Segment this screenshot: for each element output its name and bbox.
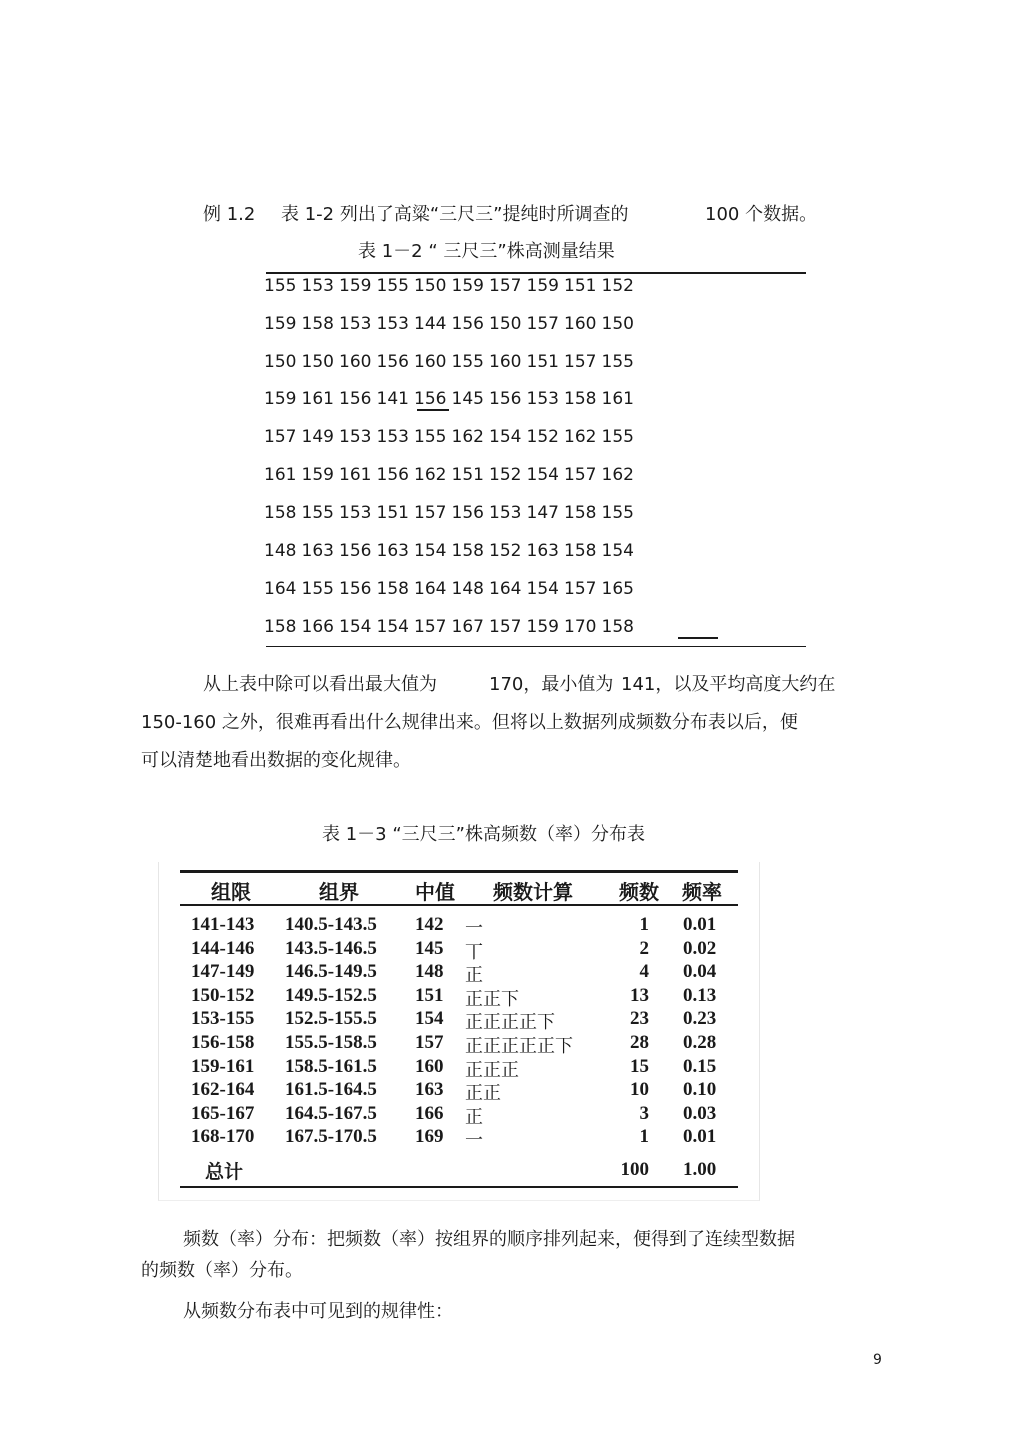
freq-table-top-rule xyxy=(180,870,738,873)
cell-rate: 0.10 xyxy=(683,1079,717,1101)
cell-limit: 162-164 xyxy=(191,1079,255,1101)
paragraph-1-line-1a: 从上表中除可以看出最大值为 xyxy=(203,674,437,695)
cell-tally: 一 xyxy=(465,1130,483,1152)
data-cell: 155 xyxy=(601,427,634,447)
data-cell: 157 xyxy=(564,352,597,372)
cell-tally: 一 xyxy=(465,918,483,939)
cell-tally: 正正 xyxy=(465,1083,501,1105)
paragraph-2-line-2: 的频数（率）分布。 xyxy=(141,1260,303,1281)
data-cell: 157 xyxy=(526,314,559,334)
data-row xyxy=(264,503,639,523)
paragraph-1-line-1c: 141，以及平均高度大约在 xyxy=(621,674,836,695)
underline-mark-2 xyxy=(678,637,718,639)
cell-bound: 167.5-170.5 xyxy=(285,1126,377,1148)
cell-freq: 23 xyxy=(630,1008,649,1030)
cell-freq: 1 xyxy=(639,1126,649,1148)
data-cell: 152 xyxy=(489,465,522,485)
data-cell: 163 xyxy=(526,541,559,561)
cell-rate: 0.02 xyxy=(683,937,717,959)
data-cell: 159 xyxy=(339,276,372,296)
page-number: 9 xyxy=(873,1352,882,1368)
data-row xyxy=(264,276,639,296)
paragraph-1-line-1b: 170，最小值为 xyxy=(489,674,614,695)
data-cell: 158 xyxy=(264,503,297,523)
total-rate: 1.00 xyxy=(683,1159,717,1180)
cell-mid: 169 xyxy=(415,1126,444,1148)
cell-limit: 141-143 xyxy=(191,914,255,935)
cell-limit: 168-170 xyxy=(191,1126,255,1148)
cell-rate: 0.28 xyxy=(683,1032,717,1053)
cell-tally: 正正下 xyxy=(465,988,519,1010)
total-freq: 100 xyxy=(620,1159,649,1180)
cell-rate: 0.15 xyxy=(683,1055,717,1077)
cell-bound: 161.5-164.5 xyxy=(285,1079,377,1101)
cell-mid: 142 xyxy=(415,914,444,935)
data-cell: 167 xyxy=(451,617,484,637)
data-cell: 163 xyxy=(376,541,409,561)
underline-mark-1 xyxy=(417,409,449,411)
table-1-2-caption: 表 1－2 “ 三尺三”株高测量结果 xyxy=(358,241,615,262)
data-cell: 158 xyxy=(564,389,597,409)
data-row xyxy=(264,389,639,409)
cell-rate: 0.04 xyxy=(683,961,717,983)
data-cell: 154 xyxy=(339,617,372,637)
cell-rate: 0.01 xyxy=(683,1126,717,1148)
data-cell: 153 xyxy=(339,314,372,334)
data-cell: 151 xyxy=(376,503,409,523)
paragraph-2-line-1: 频数（率）分布：把频数（率）按组界的顺序排列起来，便得到了连续型数据 xyxy=(183,1229,795,1250)
data-row xyxy=(264,314,639,334)
table-1-2-top-rule xyxy=(266,272,806,274)
freq-table-header-rule xyxy=(180,904,738,906)
header-tally: 频数计算 xyxy=(493,880,573,904)
cell-tally: 正 xyxy=(465,1106,483,1128)
data-cell: 162 xyxy=(451,427,484,447)
cell-mid: 145 xyxy=(415,937,444,959)
data-cell: 152 xyxy=(601,276,634,296)
cell-bound: 146.5-149.5 xyxy=(285,961,377,983)
data-row xyxy=(264,541,639,561)
data-cell: 161 xyxy=(301,389,334,409)
data-cell: 156 xyxy=(376,352,409,372)
header-limit: 组限 xyxy=(211,880,251,904)
header-rate: 频率 xyxy=(682,880,722,904)
cell-rate: 0.23 xyxy=(683,1008,717,1030)
cell-limit: 150-152 xyxy=(191,984,255,1006)
data-cell: 157 xyxy=(414,617,447,637)
data-cell: 155 xyxy=(601,503,634,523)
cell-rate: 0.01 xyxy=(683,914,717,935)
data-cell: 153 xyxy=(301,276,334,296)
cell-mid: 160 xyxy=(415,1055,444,1077)
cell-mid: 148 xyxy=(415,961,444,983)
data-cell: 166 xyxy=(301,617,334,637)
data-cell: 164 xyxy=(414,579,447,599)
cell-freq: 15 xyxy=(630,1055,649,1077)
data-cell: 159 xyxy=(264,389,297,409)
cell-freq: 13 xyxy=(630,984,649,1006)
data-cell: 156 xyxy=(339,541,372,561)
cell-freq: 2 xyxy=(639,937,649,959)
paragraph-3: 从频数分布表中可见到的规律性： xyxy=(183,1301,453,1322)
data-cell: 156 xyxy=(339,389,372,409)
data-cell: 158 xyxy=(601,617,634,637)
data-cell: 161 xyxy=(339,465,372,485)
data-cell: 147 xyxy=(526,503,559,523)
data-cell: 157 xyxy=(564,579,597,599)
cell-rate: 0.03 xyxy=(683,1102,717,1124)
cell-tally: 正正正正正下 xyxy=(465,1036,573,1057)
data-cell: 144 xyxy=(414,314,447,334)
cell-limit: 165-167 xyxy=(191,1102,255,1124)
cell-mid: 157 xyxy=(415,1032,444,1053)
cell-limit: 147-149 xyxy=(191,961,255,983)
data-cell: 153 xyxy=(339,427,372,447)
data-cell: 153 xyxy=(489,503,522,523)
cell-tally: 正正正 xyxy=(465,1059,519,1081)
data-cell: 164 xyxy=(264,579,297,599)
cell-freq: 4 xyxy=(639,961,649,983)
data-cell: 150 xyxy=(264,352,297,372)
data-cell: 159 xyxy=(264,314,297,334)
data-row xyxy=(264,465,639,485)
data-cell: 155 xyxy=(301,503,334,523)
data-cell: 151 xyxy=(451,465,484,485)
data-cell: 161 xyxy=(264,465,297,485)
paragraph-1-line-2: 150-160 之外，很难再看出什么规律出来。但将以上数据列成频数分布表以后，便 xyxy=(141,712,798,733)
data-cell: 155 xyxy=(264,276,297,296)
cell-freq: 1 xyxy=(639,914,649,935)
data-cell: 155 xyxy=(451,352,484,372)
data-cell: 149 xyxy=(301,427,334,447)
data-cell: 162 xyxy=(601,465,634,485)
data-cell: 153 xyxy=(526,389,559,409)
cell-mid: 163 xyxy=(415,1079,444,1101)
data-cell: 163 xyxy=(301,541,334,561)
data-cell: 150 xyxy=(601,314,634,334)
data-cell: 160 xyxy=(339,352,372,372)
data-cell: 157 xyxy=(414,503,447,523)
data-cell: 150 xyxy=(301,352,334,372)
data-cell: 158 xyxy=(564,541,597,561)
data-cell: 156 xyxy=(489,389,522,409)
cell-rate: 0.13 xyxy=(683,984,717,1006)
cell-limit: 156-158 xyxy=(191,1032,255,1053)
data-cell: 156 xyxy=(376,465,409,485)
data-cell: 155 xyxy=(376,276,409,296)
data-cell: 161 xyxy=(601,389,634,409)
data-cell: 160 xyxy=(564,314,597,334)
table-1-3-caption: 表 1－3 “三尺三”株高频数（率）分布表 xyxy=(322,824,645,845)
cell-limit: 153-155 xyxy=(191,1008,255,1030)
freq-table-bottom-rule xyxy=(180,1186,738,1188)
data-row xyxy=(264,352,639,372)
data-cell: 150 xyxy=(489,314,522,334)
data-cell: 159 xyxy=(451,276,484,296)
cell-freq: 28 xyxy=(630,1032,649,1053)
data-cell: 156 xyxy=(451,503,484,523)
data-cell: 152 xyxy=(526,427,559,447)
data-cell: 159 xyxy=(526,276,559,296)
data-cell: 154 xyxy=(526,465,559,485)
cell-freq: 3 xyxy=(639,1102,649,1124)
cell-mid: 151 xyxy=(415,984,444,1006)
cell-bound: 155.5-158.5 xyxy=(285,1032,377,1053)
data-cell: 170 xyxy=(564,617,597,637)
data-cell: 152 xyxy=(489,541,522,561)
data-cell: 153 xyxy=(376,427,409,447)
data-row xyxy=(264,579,639,599)
data-cell: 157 xyxy=(489,617,522,637)
cell-bound: 143.5-146.5 xyxy=(285,937,377,959)
header-bound: 组界 xyxy=(319,880,359,904)
cell-mid: 166 xyxy=(415,1102,444,1124)
cell-bound: 164.5-167.5 xyxy=(285,1102,377,1124)
data-cell: 154 xyxy=(526,579,559,599)
header-mid: 中值 xyxy=(415,880,455,904)
data-cell: 159 xyxy=(301,465,334,485)
data-cell: 156 xyxy=(451,314,484,334)
cell-limit: 159-161 xyxy=(191,1055,255,1077)
data-row xyxy=(264,617,639,637)
data-cell: 154 xyxy=(376,617,409,637)
data-cell: 158 xyxy=(564,503,597,523)
data-cell: 151 xyxy=(564,276,597,296)
data-cell: 141 xyxy=(376,389,409,409)
example-count: 100 个数据。 xyxy=(705,204,818,225)
data-cell: 157 xyxy=(489,276,522,296)
total-label: 总计 xyxy=(205,1162,244,1183)
data-cell: 153 xyxy=(376,314,409,334)
data-cell: 164 xyxy=(489,579,522,599)
header-freq: 频数 xyxy=(619,880,659,904)
cell-mid: 154 xyxy=(415,1008,444,1030)
data-cell: 145 xyxy=(451,389,484,409)
data-cell: 154 xyxy=(489,427,522,447)
data-cell: 158 xyxy=(264,617,297,637)
data-cell: 158 xyxy=(301,314,334,334)
cell-freq: 10 xyxy=(630,1079,649,1101)
data-cell: 157 xyxy=(564,465,597,485)
data-row xyxy=(264,427,639,447)
table-1-2-bottom-rule xyxy=(266,646,806,647)
data-cell: 155 xyxy=(414,427,447,447)
cell-tally: 丅 xyxy=(465,941,483,963)
paragraph-1-line-3: 可以清楚地看出数据的变化规律。 xyxy=(141,750,411,771)
data-cell: 155 xyxy=(301,579,334,599)
cell-bound: 140.5-143.5 xyxy=(285,914,377,935)
data-cell: 154 xyxy=(601,541,634,561)
data-cell: 158 xyxy=(451,541,484,561)
example-text: 表 1-2 列出了高粱“三尺三”提纯时所调查的 xyxy=(281,204,629,225)
example-label: 例 1.2 xyxy=(203,204,256,225)
data-cell: 151 xyxy=(526,352,559,372)
data-cell: 154 xyxy=(414,541,447,561)
frequency-table xyxy=(158,862,760,1201)
data-cell: 160 xyxy=(414,352,447,372)
cell-bound: 149.5-152.5 xyxy=(285,984,377,1006)
data-cell: 148 xyxy=(451,579,484,599)
cell-limit: 144-146 xyxy=(191,937,255,959)
data-cell: 159 xyxy=(526,617,559,637)
cell-bound: 158.5-161.5 xyxy=(285,1055,377,1077)
data-cell: 156 xyxy=(339,579,372,599)
data-cell: 156 xyxy=(414,389,447,409)
data-cell: 158 xyxy=(376,579,409,599)
cell-tally: 正正正正下 xyxy=(465,1012,555,1034)
data-cell: 162 xyxy=(414,465,447,485)
data-cell: 150 xyxy=(414,276,447,296)
cell-tally: 正 xyxy=(465,965,483,987)
data-cell: 157 xyxy=(264,427,297,447)
cell-bound: 152.5-155.5 xyxy=(285,1008,377,1030)
data-cell: 165 xyxy=(601,579,634,599)
data-cell: 153 xyxy=(339,503,372,523)
data-cell: 160 xyxy=(489,352,522,372)
data-cell: 162 xyxy=(564,427,597,447)
data-cell: 148 xyxy=(264,541,297,561)
data-cell: 155 xyxy=(601,352,634,372)
